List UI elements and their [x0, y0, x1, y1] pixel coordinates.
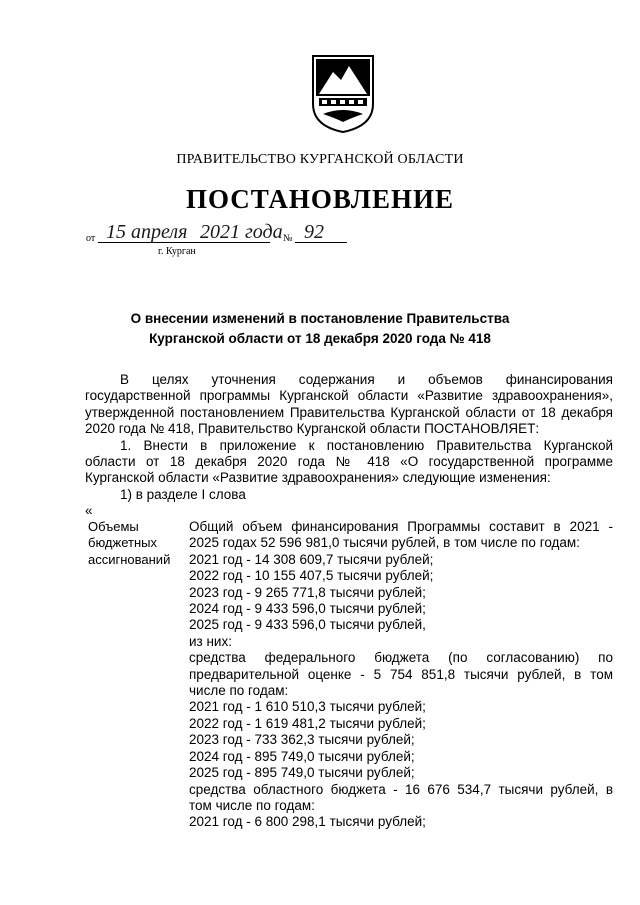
table-text-line: 2025 год - 895 749,0 тысячи рублей; — [189, 765, 415, 781]
table-text-line: средства федерального бюджета (по согласованию) по — [189, 650, 613, 666]
table-text-line: Общий объем финансирования Программы составит в 2021 - — [189, 519, 613, 534]
text-line: 1) в разделе I слова — [120, 486, 246, 502]
table-text-line: 2023 год - 733 362,3 тысячи рублей; — [189, 732, 415, 748]
table-label-line: бюджетных — [88, 535, 157, 551]
text-line: области от 18 декабря 2020 года № 418 «О государственной программе — [85, 454, 613, 470]
number-label: № — [283, 233, 293, 244]
text-line: государственной программы Курганской области «Развитие здравоохранения», — [85, 388, 613, 404]
coat-of-arms-icon — [311, 54, 375, 134]
table-text-line: 2024 год - 9 433 596,0 тысячи рублей; — [189, 601, 426, 617]
document-type: ПОСТАНОВЛЕНИЕ — [185, 184, 455, 214]
city: г. Курган — [158, 246, 196, 257]
table-text-line: 2021 год - 14 308 609,7 тысячи рублей; — [189, 551, 434, 567]
table-text-line: 2025 годах 52 596 981,0 тысячи рублей, в том числе по годам: — [189, 535, 580, 551]
text-line: Курганской области «Развитие здравоохранения» следующие изменения: — [85, 470, 551, 486]
document-title — [0, 309, 640, 349]
table-text-line: средства областного бюджета - 16 676 534,7 тысячи рублей, в — [189, 781, 613, 797]
table-left-column — [88, 519, 180, 568]
title-line: О внесении изменений в постановление Правительства — [130, 311, 510, 326]
opening-quote: « — [85, 503, 93, 519]
text-line: 1. Внести в приложение к постановлению Правительства Курганской — [120, 437, 613, 453]
table-text-line: 2021 год - 1 610 510,3 тысячи рублей; — [189, 699, 426, 715]
table-label-line: ассигнований — [88, 551, 171, 567]
table-text-line: предварительной оценке - 5 754 851,8 тысячи рублей, в том — [189, 666, 613, 682]
year-handwritten: 2021 года — [200, 221, 283, 243]
text-line: 2020 года № 418, Правительство Курганской области ПОСТАНОВЛЯЕТ: — [85, 421, 540, 437]
table-text-line: 2022 год - 1 619 481,2 тысячи рублей; — [189, 715, 426, 731]
table-right-column — [189, 519, 613, 831]
date-handwritten: 15 апреля — [106, 221, 188, 243]
title-line: Курганской области от 18 декабря 2020 года № 418 — [149, 331, 491, 346]
table-text-line: 2024 год - 895 749,0 тысячи рублей; — [189, 748, 415, 764]
government-name: ПРАВИТЕЛЬСТВО КУРГАНСКОЙ ОБЛАСТИ — [176, 152, 464, 167]
table-text-line: из них: — [189, 633, 232, 649]
table-label-line: Объемы — [88, 519, 139, 534]
text-line: В целях уточнения содержания и объемов финансирования — [120, 372, 613, 387]
table-text-line: 2021 год - 6 800 298,1 тысячи рублей; — [189, 814, 426, 830]
table-text-line: 2025 год - 9 433 596,0 тысячи рублей, — [189, 617, 426, 633]
text-line: утвержденной постановлением Правительства Курганской области от 18 декабря — [85, 404, 613, 420]
table-text-line: 2023 год - 9 265 771,8 тысячи рублей; — [189, 584, 426, 600]
table-text-line: числе по годам: — [189, 683, 289, 699]
table-text-line: 2022 год - 10 155 407,5 тысячи рублей; — [189, 568, 434, 584]
paragraph-preamble — [85, 372, 613, 520]
table-text-line: том числе по годам: — [189, 797, 315, 813]
number-handwritten: 92 — [304, 221, 324, 243]
date-from-label: от — [86, 233, 96, 244]
